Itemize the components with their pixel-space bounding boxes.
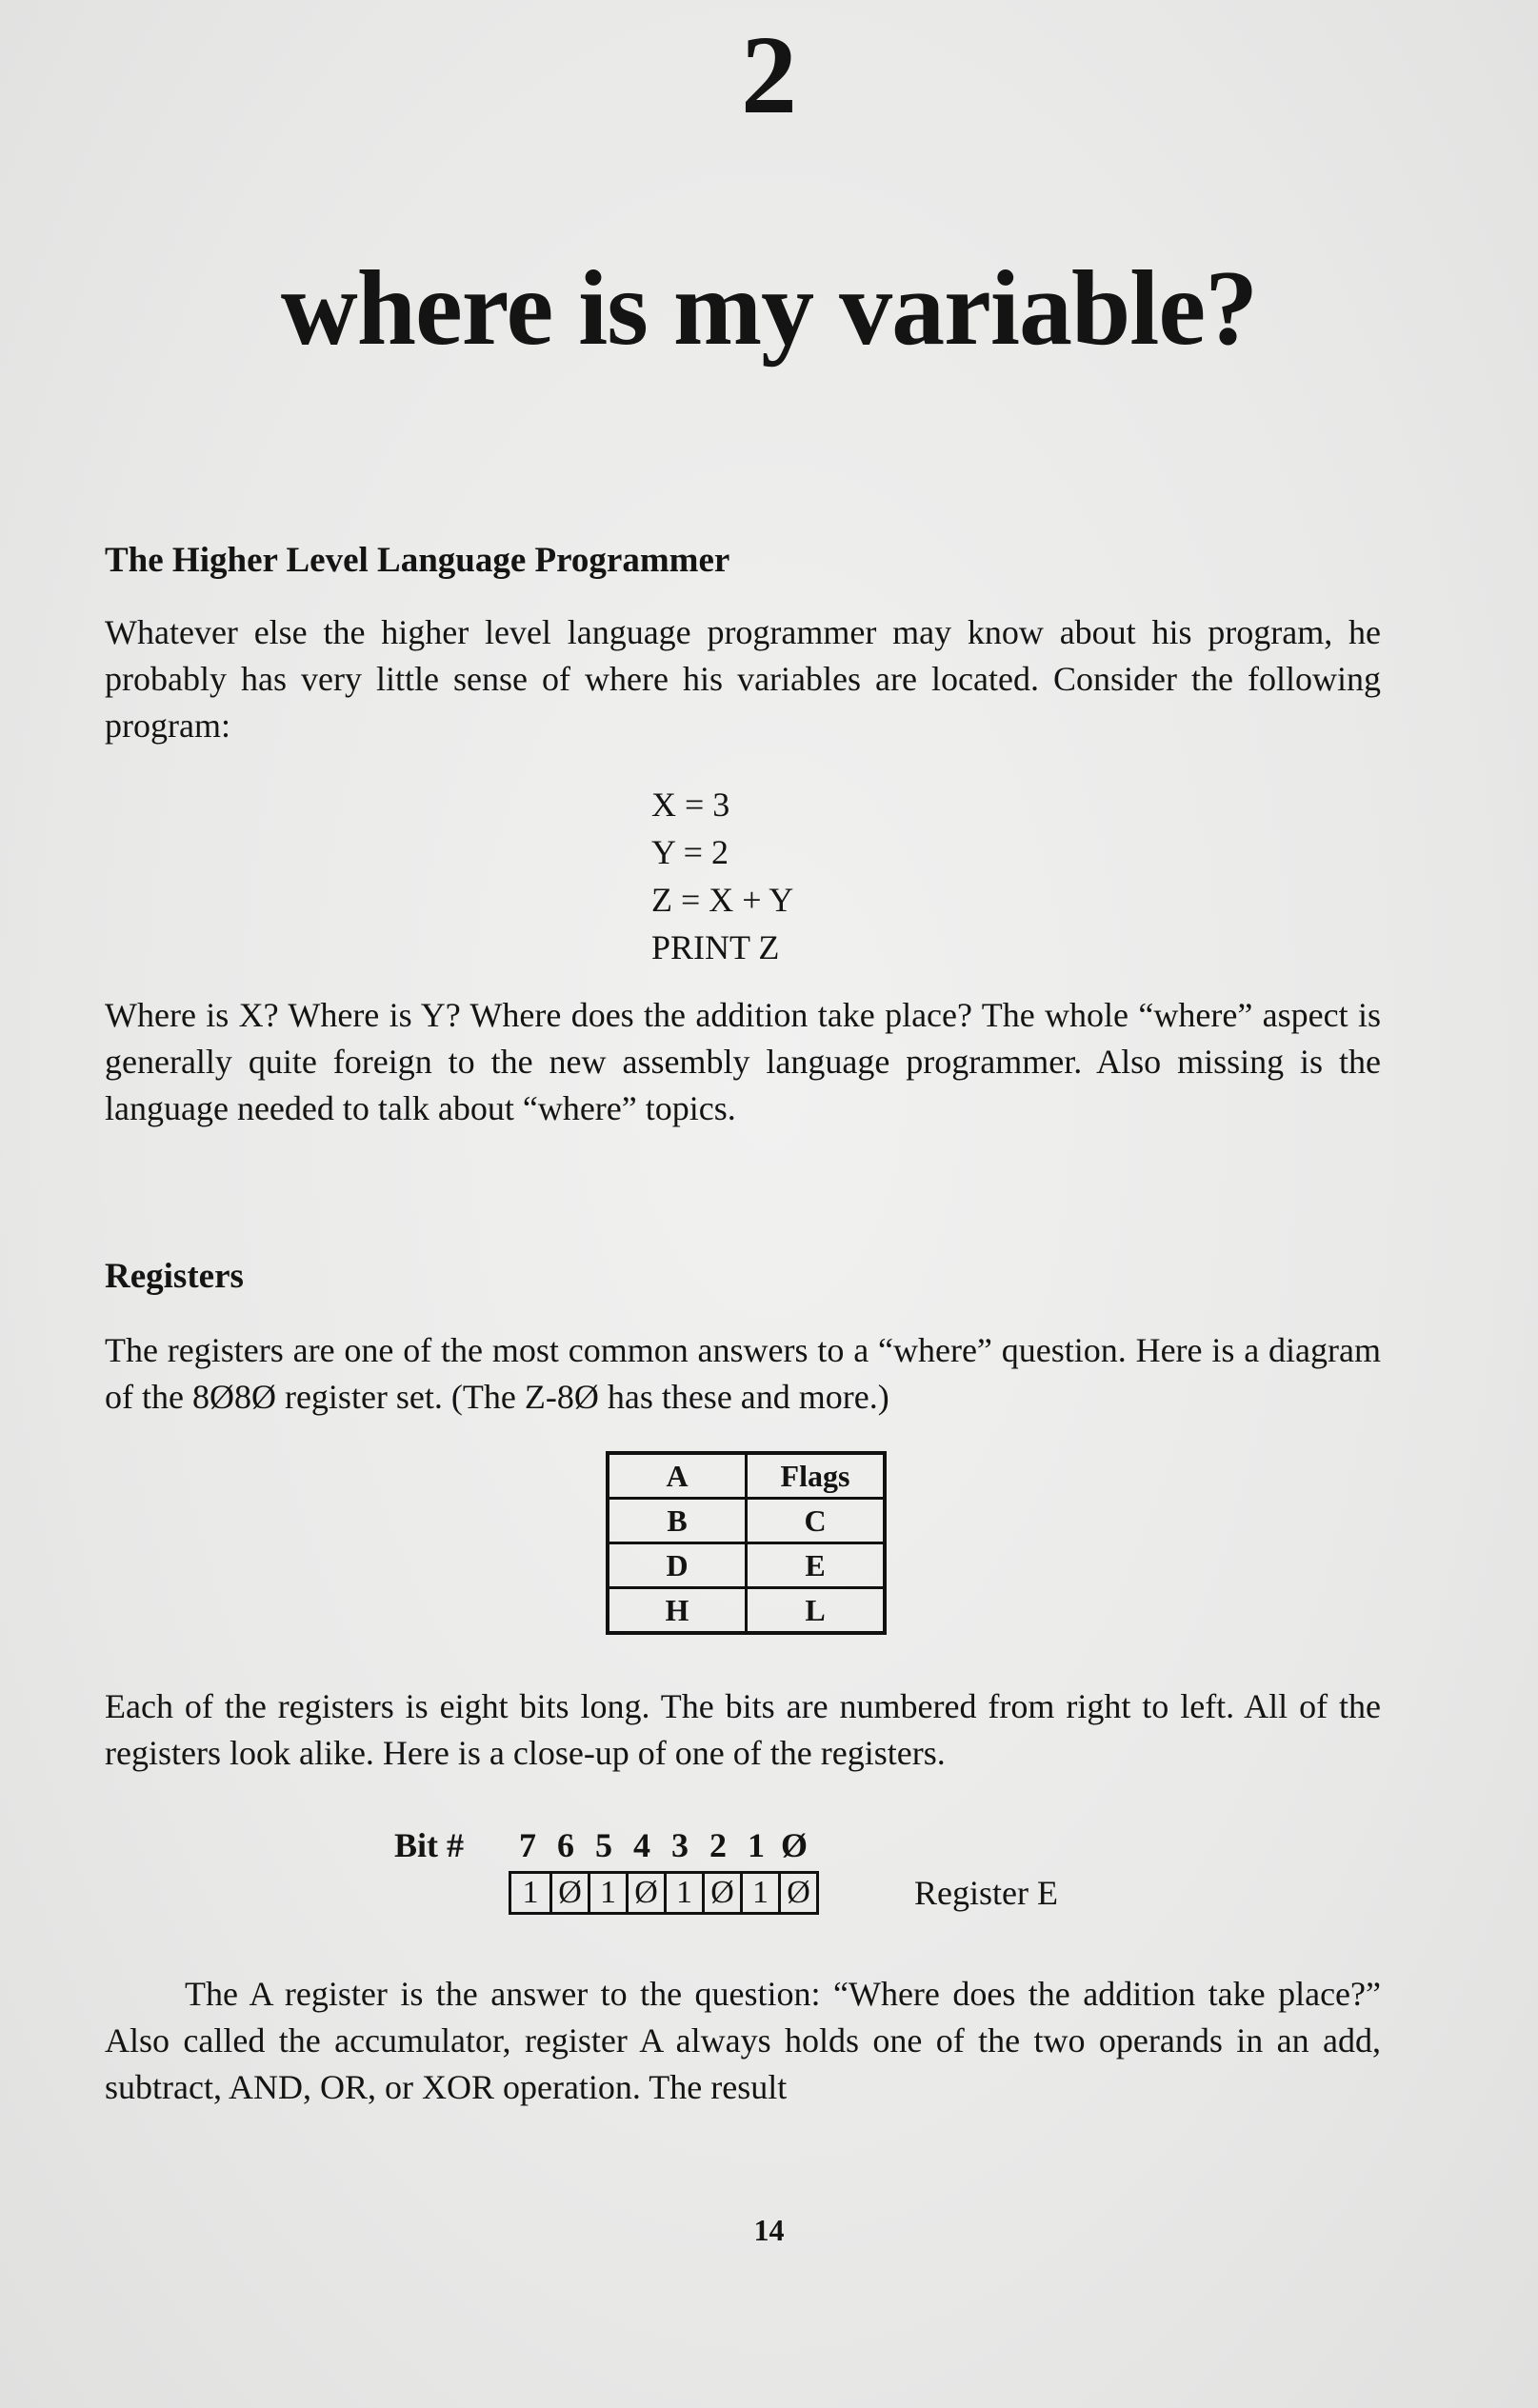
bit-value: 1 <box>740 1874 778 1912</box>
register-cell: D <box>608 1543 747 1588</box>
bit-label: Bit # <box>394 1826 465 1864</box>
bit-value: Ø <box>702 1874 740 1912</box>
bit-numbers <box>509 1828 813 1862</box>
chapter-title: where is my variable? <box>280 249 1258 368</box>
bit-number: Ø <box>780 1826 808 1864</box>
bit-value: 1 <box>522 1875 539 1910</box>
program-line: Z = X + Y <box>651 881 794 919</box>
intro-paragraph: Whatever else the higher level language programmer may know about his program, he probably has very little sense of where his variables are located. Consider the following program: <box>105 613 1381 745</box>
register-row <box>608 1543 885 1588</box>
bit-number: 1 <box>748 1826 765 1864</box>
bit-value: 1 <box>664 1874 702 1912</box>
register-cell: E <box>747 1543 886 1588</box>
register-row <box>608 1499 885 1543</box>
bit-value: Ø <box>626 1874 664 1912</box>
program-line: Y = 2 <box>651 833 729 871</box>
bit-number: 7 <box>519 1826 536 1864</box>
chapter-number: 2 <box>741 12 797 137</box>
register-cell: Flags <box>747 1453 886 1499</box>
bit-number: 6 <box>557 1826 574 1864</box>
register-cell: L <box>747 1588 886 1634</box>
program-line: PRINT Z <box>651 928 780 966</box>
register-row <box>608 1453 885 1499</box>
bits-paragraph: Each of the registers is eight bits long. The bits are numbered from right to left. All of the registers look alike. Here is a close-up of one of the registers. <box>105 1687 1381 1772</box>
bit-number: 4 <box>633 1826 650 1864</box>
bit-number: 5 <box>595 1826 612 1864</box>
bit-value: Ø <box>778 1874 816 1912</box>
register-bit-diagram <box>509 1871 819 1915</box>
bit-value: 1 <box>588 1874 626 1912</box>
bit-number: 3 <box>671 1826 689 1864</box>
bit-number: 2 <box>709 1826 727 1864</box>
register-cell: B <box>608 1499 747 1543</box>
where-paragraph: Where is X? Where is Y? Where does the addition take place? The whole “where” aspect is generally quite foreign to the new assembly language programmer. Also missing is the language needed to talk about “where” topics. <box>105 996 1381 1127</box>
register-row <box>608 1588 885 1634</box>
page-number: 14 <box>753 2213 785 2247</box>
section-heading-hll: The Higher Level Language Programmer <box>105 541 730 580</box>
register-cell: A <box>608 1453 747 1499</box>
program-listing <box>651 781 793 971</box>
registers-paragraph: The registers are one of the most common answers to a “where” question. Here is a diagram of the 8Ø8Ø register set. (The Z-8Ø has these and more.) <box>105 1331 1381 1416</box>
register-cell: H <box>608 1588 747 1634</box>
register-name-label: Register E <box>914 1874 1058 1912</box>
program-line: X = 3 <box>651 786 730 824</box>
accumulator-paragraph: The A register is the answer to the question: “Where does the addition take place?” Also called the accumulator, register A always holds one of the two operands in an add, subtract, AND, OR, or XOR operation. The result <box>105 1975 1381 2106</box>
register-set-diagram <box>606 1451 887 1635</box>
register-cell: C <box>747 1499 886 1543</box>
bit-value: Ø <box>549 1874 588 1912</box>
section-heading-registers: Registers <box>105 1257 244 1296</box>
